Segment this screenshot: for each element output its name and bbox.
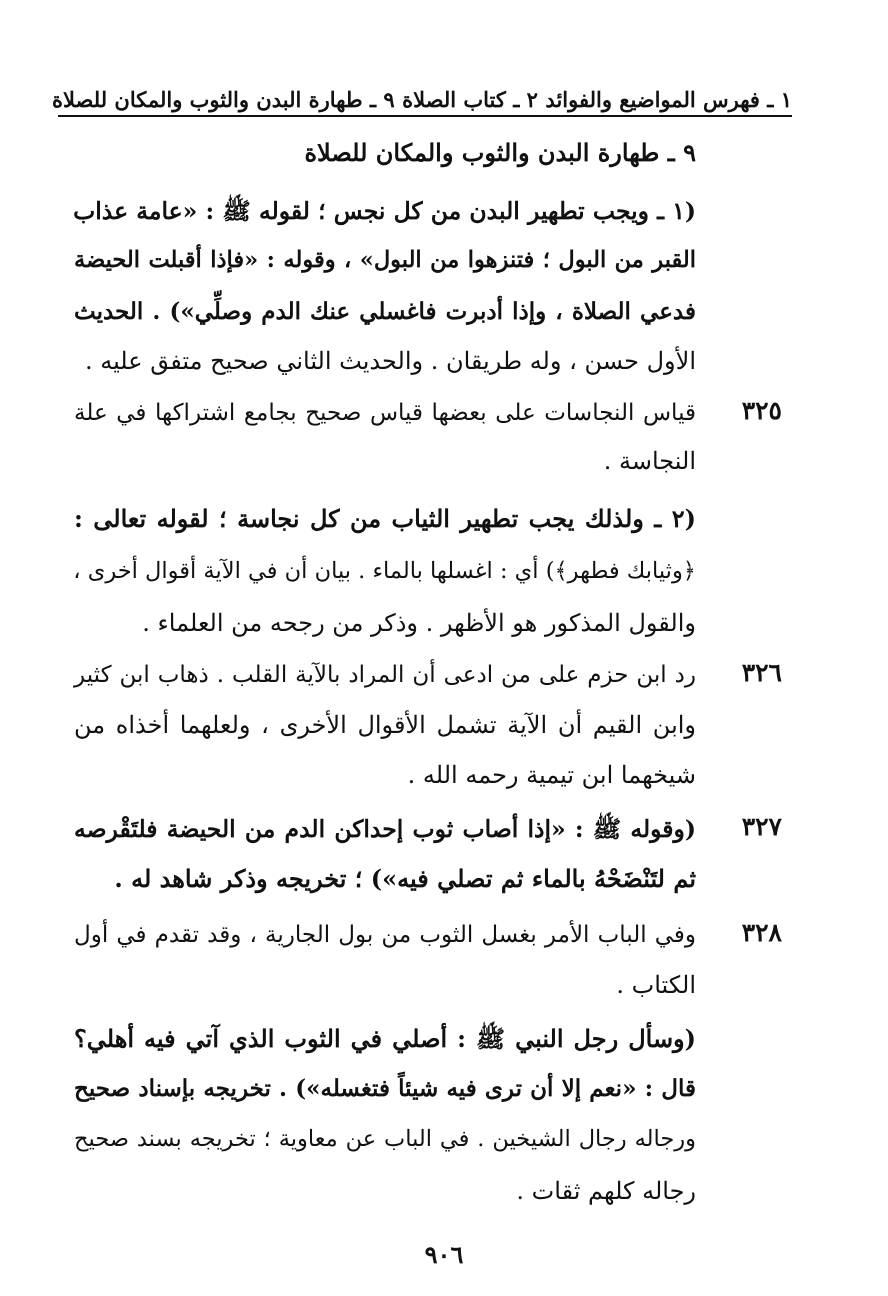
entry-number: ٣٢٨ (741, 918, 782, 947)
header-divider (58, 115, 792, 117)
commentary-line: ﴿وثيابك فطهر﴾) أي : اغسلها بالماء . بيان أن في الآية أقوال أخرى ، (73, 558, 696, 584)
matn-line: ثم لتَنْضَحْهُ بالماء ثم تصلي فيه») ؛ تخريجه وذكر شاهد له . (114, 864, 696, 893)
matn-line: (٢ ـ ولذلك يجب تطهير الثياب من كل نجاسة ؛ لقوله تعالى : (74, 504, 696, 533)
commentary-line: والقول المذكور هو الأظهر . وذكر من رجحه من العلماء . (142, 609, 696, 637)
commentary-line: رد ابن حزم على من ادعى أن المراد بالآية القلب . ذهاب ابن كثير (74, 662, 696, 688)
commentary-line: الأول حسن ، وله طريقان . والحديث الثاني صحيح متفق عليه . (84, 347, 696, 375)
entry-number: ٣٢٦ (741, 658, 782, 687)
entry-number: ٣٢٥ (741, 396, 782, 425)
matn-line: فدعي الصلاة ، وإذا أدبرت فاغسلي عنك الدم وصلِّي») . الحديث (74, 298, 696, 325)
header-chapter: ١ ـ فهرس المواضيع والفوائد (545, 87, 792, 112)
commentary-line: وابن القيم أن الآية تشمل الأقوال الأخرى ، ولعلهما أخذاه من (74, 711, 696, 739)
matn-line: قال : «نعم إلا أن ترى فيه شيئاً فتغسله») . تخريجه بإسناد صحيح (74, 1075, 696, 1102)
matn-line: (١ ـ ويجب تطهير البدن من كل نجس ؛ لقوله ﷺ : «عامة عذاب (73, 197, 696, 225)
commentary-line: وفي الباب الأمر بغسل الثوب من بول الجارية ، وقد تقدم في أول (74, 922, 696, 948)
commentary-line: قياس النجاسات على بعضها قياس صحيح بجامع اشتراكها في علة (74, 400, 697, 426)
commentary-line: رجاله كلهم ثقات . (516, 1177, 696, 1205)
commentary-line: شيخهما ابن تيمية رحمه الله . (407, 761, 696, 789)
matn-line: القبر من البول ؛ فتنزهوا من البول» ، وقوله : «فإذا أقبلت الحيضة (74, 247, 696, 273)
commentary-line: الكتاب . (616, 971, 696, 999)
running-header (52, 68, 792, 112)
section-title: ٩ ـ طهارة البدن والثوب والمكان للصلاة (304, 138, 696, 167)
matn-line: (وسأل رجل النبي ﷺ : أصلي في الثوب الذي آتي فيه أهلي؟ (74, 1024, 696, 1053)
entry-number: ٣٢٧ (741, 812, 782, 841)
commentary-line: النجاسة . (603, 447, 696, 475)
commentary-line: ورجاله رجال الشيخين . في الباب عن معاوية ؛ تخريجه بسند صحيح (74, 1126, 696, 1152)
matn-line: (وقوله ﷺ : «إذا أصاب ثوب إحداكن الدم من الحيضة فلتَقْرصه (74, 815, 696, 843)
header-section: ٩ ـ طهارة البدن والثوب والمكان للصلاة (52, 87, 395, 112)
page-number: ٩٠٦ (424, 1240, 464, 1269)
header-book: ٢ ـ كتاب الصلاة (402, 87, 538, 112)
